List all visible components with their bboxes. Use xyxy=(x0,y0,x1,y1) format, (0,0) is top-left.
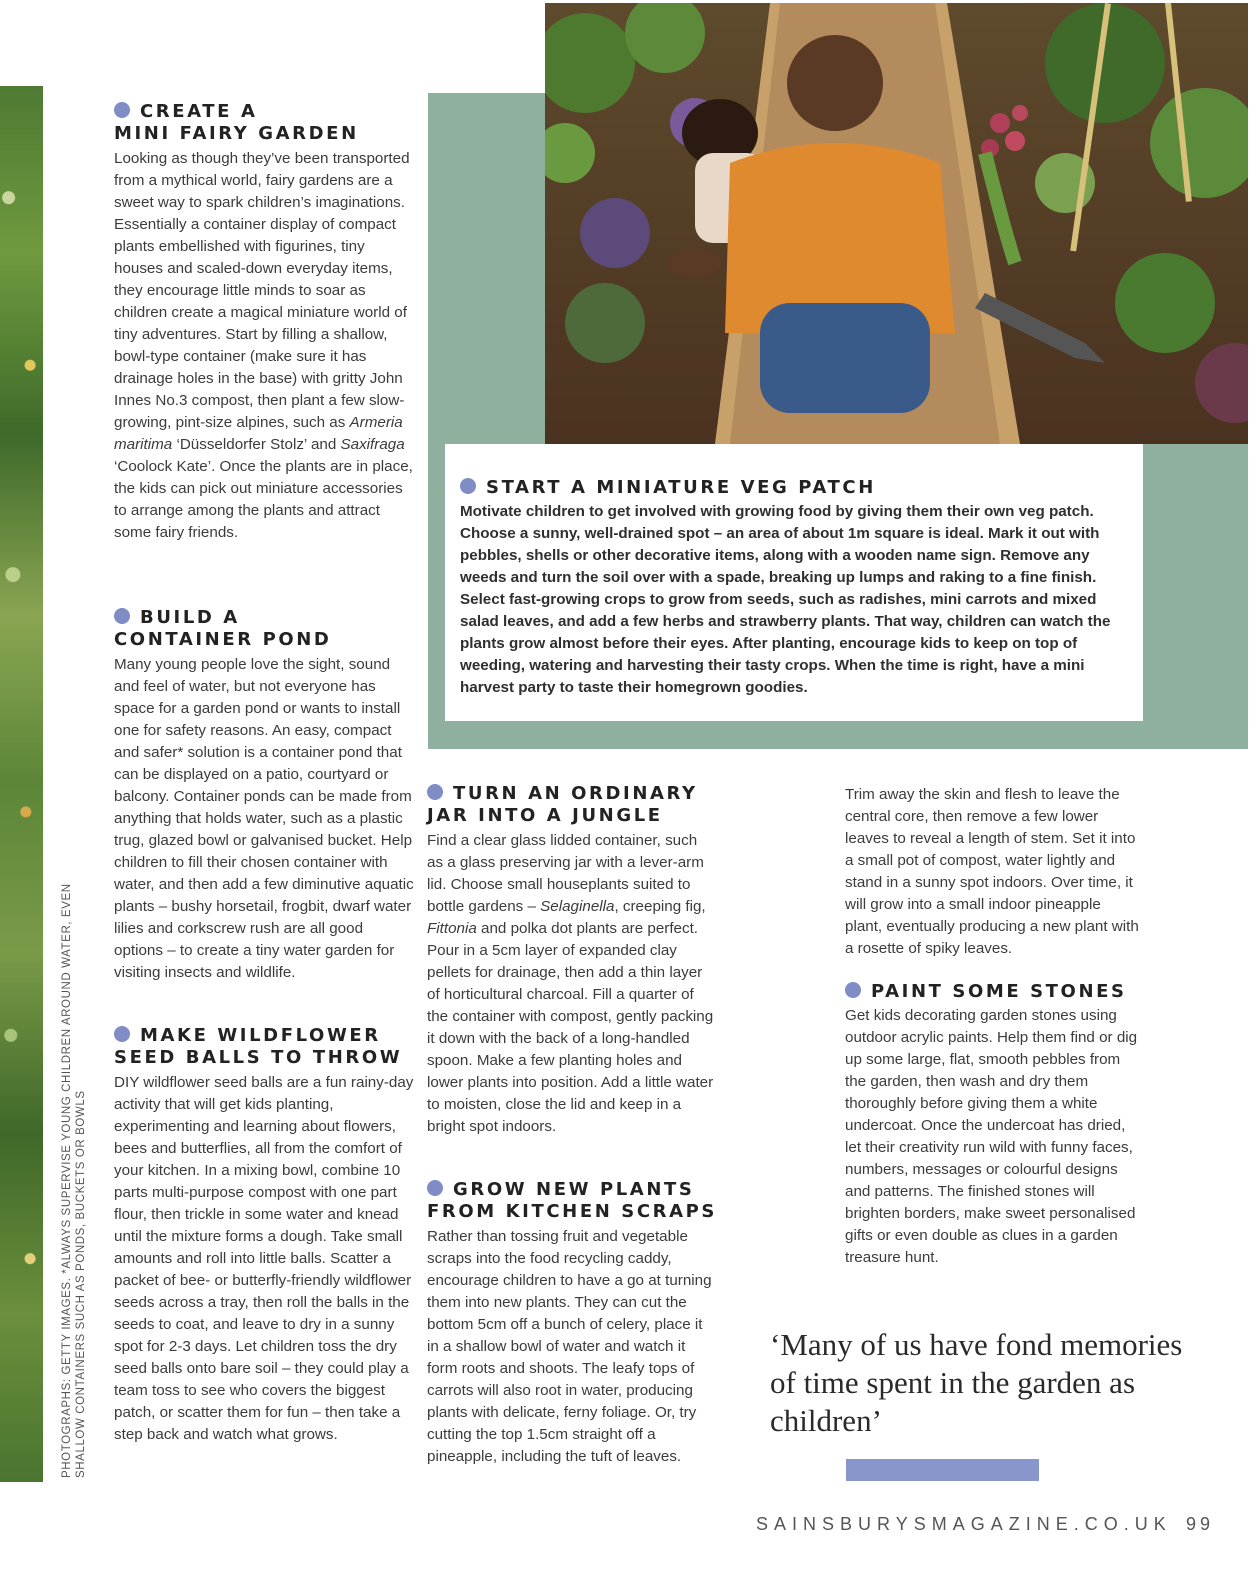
section-kitchen-scraps xyxy=(427,1179,717,1468)
section-container-pond xyxy=(114,607,414,984)
section-veg-patch xyxy=(460,477,1130,699)
bullet-dot xyxy=(427,1180,443,1196)
bullet-dot xyxy=(114,102,130,118)
section-body: Find a clear glass lidded container, such as a glass preserving jar with a lever-arm lid. Choose small houseplants suited to bottle gardens – Selaginella, creeping fig, Fittonia and polka dot plants are perfect. Pour in a 5cm layer of expanded clay pellets for drainage, then add a thin layer of horticultural charcoal. Fill a quarter of the container with compost, gently packing it down with the back of a long-handled spoon. Make a few planting holes and lower plants into position. Add a little water to moisten, close the lid and keep in a bright spot indoors. xyxy=(427,832,714,1135)
section-fairy-garden xyxy=(114,101,414,544)
section-kitchen-scraps-continued xyxy=(845,784,1140,960)
section-body: Many young people love the sight, sound and feel of water, but not everyone has space for a garden pond or wants to install one for safety reasons. An easy, compact and safer* solution is a container pond that can be displayed on a patio, courtyard or balcony. Container ponds can be made from anything that holds water, such as a plastic trug, glazed bowl or galvanised bucket. Help children to fill their chosen container with water, and then add a few diminutive aquatic plants – bushy horsetail, frogbit, dwarf water lilies and corkscrew rush are all good options – to create a tiny water garden for visiting insects and wildlife. xyxy=(114,656,414,981)
section-heading: START A MINIATURE VEG PATCH xyxy=(460,477,1130,499)
section-heading: TURN AN ORDINARY JAR INTO A JUNGLE xyxy=(427,783,698,826)
pull-quote: ‘Many of us have fond memories of time spent in the garden as children’ xyxy=(770,1327,1183,1438)
section-body: Looking as though they’ve been transported from a mythical world, fairy gardens are a sweet way to spark children’s imaginations. Essentially a container display of compact plants embellished with figurines, tiny houses and scaled-down everyday items, they encourage little minds to soar as children create a magical miniature world of tiny adventures. Start by filling a shallow, bowl-type container (make sure it has drainage holes in the base) with gritty John Innes No.3 compost, then plant a few slow-growing, pint-size alpines, such as Armeria maritima ‘Düsseldorfer Stolz’ and Saxifraga ‘Coolock Kate’. Once the plants are in place, the kids can pick out miniature accessories to arrange among the plants and attract some fairy friends. xyxy=(114,150,413,541)
section-body: Motivate children to get involved with growing food by giving them their own veg patch. Choose a sunny, well-drained spot – an area of about 1m square is ideal. Mark it out with pebbles, shells or other decorative items, along with a wooden name sign. Remove any weeds and turn the soil over with a spade, breaking up lumps and raking to a fine finish. Select fast-growing crops to grow from seeds, such as radishes, mini carrots and mixed salad leaves, and add a few herbs and strawberry plants. That way, children can watch the plants grow almost before their eyes. After planting, encourage kids to keep on top of weeding, watering and harvesting their tasty crops. When the time is right, have a mini harvest party to taste their homegrown goodies. xyxy=(460,503,1111,696)
section-heading: CREATE A MINI FAIRY GARDEN xyxy=(114,101,359,144)
section-heading: BUILD A CONTAINER POND xyxy=(114,607,332,650)
bullet-dot xyxy=(114,1026,130,1042)
bullet-dot xyxy=(460,478,476,494)
section-body: Rather than tossing fruit and vegetable scraps into the food recycling caddy, encourage children to have a go at turning them into new plants. They can cut the bottom 5cm off a bunch of celery, place it in a shallow bowl of water and watch it form roots and shoots. The leafy tops of carrots will also root in water, producing plants with delicate, ferny foliage. Or, try cutting the top 1.5cm straight off a pineapple, including the tuft of leaves. xyxy=(427,1228,712,1465)
bullet-dot xyxy=(427,784,443,800)
page-number: 99 xyxy=(1186,1514,1215,1534)
section-heading: GROW NEW PLANTS FROM KITCHEN SCRAPS xyxy=(427,1179,717,1222)
foliage-photo-strip xyxy=(0,86,43,1482)
section-body: Get kids decorating garden stones using outdoor acrylic paints. Help them find or dig up some large, flat, smooth pebbles from the garden, then wash and dry them thoroughly before giving them a white undercoat. Once the undercoat has dried, let their creativity run wild with funny faces, numbers, messages or colourful designs and patterns. The finished stones will brighten borders, make sweet personalised gifts or even double as clues in a garden treasure hunt. xyxy=(845,1007,1138,1266)
bullet-dot xyxy=(845,982,861,998)
section-heading: MAKE WILDFLOWER SEED BALLS TO THROW xyxy=(114,1025,403,1068)
footer-website: SAINSBURYSMAGAZINE.CO.UK xyxy=(756,1514,1172,1534)
section-body: DIY wildflower seed balls are a fun rainy-day activity that will get kids planting, experimenting and learning about flowers, bees and butterflies, all from the comfort of your kitchen. In a mixing bowl, combine 10 parts multi-purpose compost with one part flour, then trickle in some water and knead until the mixture forms a dough. Take small amounts and roll into little balls. Scatter a packet of bee- or butterfly-friendly wildflower seeds across a tray, then roll the balls in the seeds to coat, and leave to dry in a sunny spot for 2-3 days. Let children toss the dry seed balls onto bare soil – they could play a team toss to see who covers the biggest patch, or scatter them for fun – then take a step back and watch what grows. xyxy=(114,1074,414,1443)
section-body-continued: Trim away the skin and flesh to leave the central core, then remove a few lower leaves to reveal a length of stem. Set it into a small pot of compost, water lightly and stand in a sunny spot indoors. Over time, it will grow into a small indoor pineapple plant, eventually producing a new plant with a rosette of spiky leaves. xyxy=(845,786,1139,957)
section-jar-jungle xyxy=(427,783,717,1138)
bullet-dot xyxy=(114,608,130,624)
section-seed-balls xyxy=(114,1025,414,1446)
quote-accent-bar xyxy=(846,1459,1039,1481)
photo-credit: PHOTOGRAPHS: GETTY IMAGES. *ALWAYS SUPERVISE YOUNG CHILDREN AROUND WATER, EVEN SHALLOW CONTAINERS SUCH AS PONDS, BUCKETS OR BOWLS xyxy=(61,883,87,1478)
children-gardening-photo xyxy=(545,3,1248,444)
section-paint-stones xyxy=(845,981,1140,1269)
section-heading: PAINT SOME STONES xyxy=(845,981,1140,1003)
